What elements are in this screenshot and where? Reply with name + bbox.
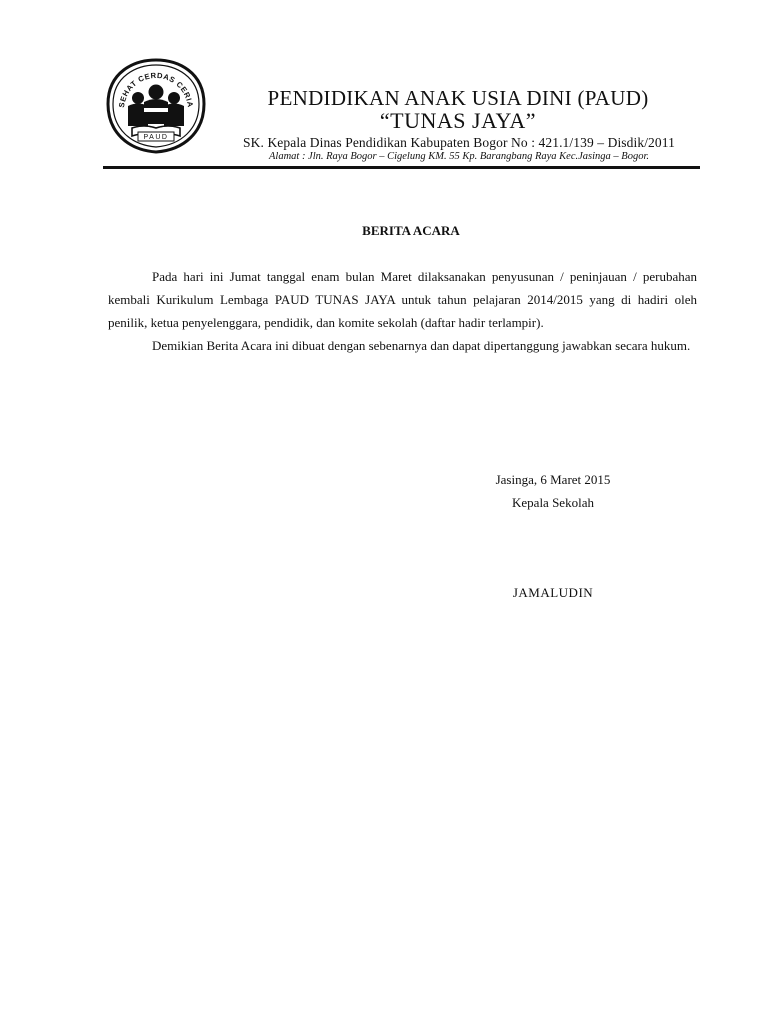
document-body xyxy=(108,265,697,357)
signature-place-date: Jasinga, 6 Maret 2015 xyxy=(495,472,611,487)
logo-arc-text: SEHAT CERDAS CERIA xyxy=(117,70,195,109)
organization-title: PENDIDIKAN ANAK USIA DINI (PAUD) xyxy=(267,86,649,110)
organization-name: “TUNAS JAYA” xyxy=(379,108,537,133)
body-paragraph: Pada hari ini Jumat tanggal enam bulan Maret dilaksanakan penyusunan / peninjauan / perubahan kembali Kurikulum Lembaga PAUD TUNAS JAYA untuk tahun pelajaran 2014/2015 yang di hadiri oleh penilik, ketua penyelenggara, pendidik, dan komite sekolah (daftar hadir terlampir). xyxy=(108,269,697,330)
signature-role: Kepala Sekolah xyxy=(512,495,594,510)
decree-line: SK. Kepala Dinas Pendidikan Kabupaten Bogor No : 421.1/139 – Disdik/2011 xyxy=(243,135,675,150)
paud-logo xyxy=(104,58,208,154)
signature-name: JAMALUDIN xyxy=(512,585,594,600)
address-line: Alamat : Jln. Raya Bogor – Cigelung KM. 55 Kp. Barangbang Raya Kec.Jasinga – Bogor. xyxy=(268,151,649,162)
document-title: BERITA ACARA xyxy=(362,223,460,238)
family-children-icon xyxy=(128,85,184,127)
letterhead-divider xyxy=(103,166,700,169)
logo-badge-text: PAUD xyxy=(143,134,169,142)
body-paragraph: Demikian Berita Acara ini dibuat dengan sebenarnya dan dapat dipertanggung jawabkan secara hukum. xyxy=(152,338,691,353)
